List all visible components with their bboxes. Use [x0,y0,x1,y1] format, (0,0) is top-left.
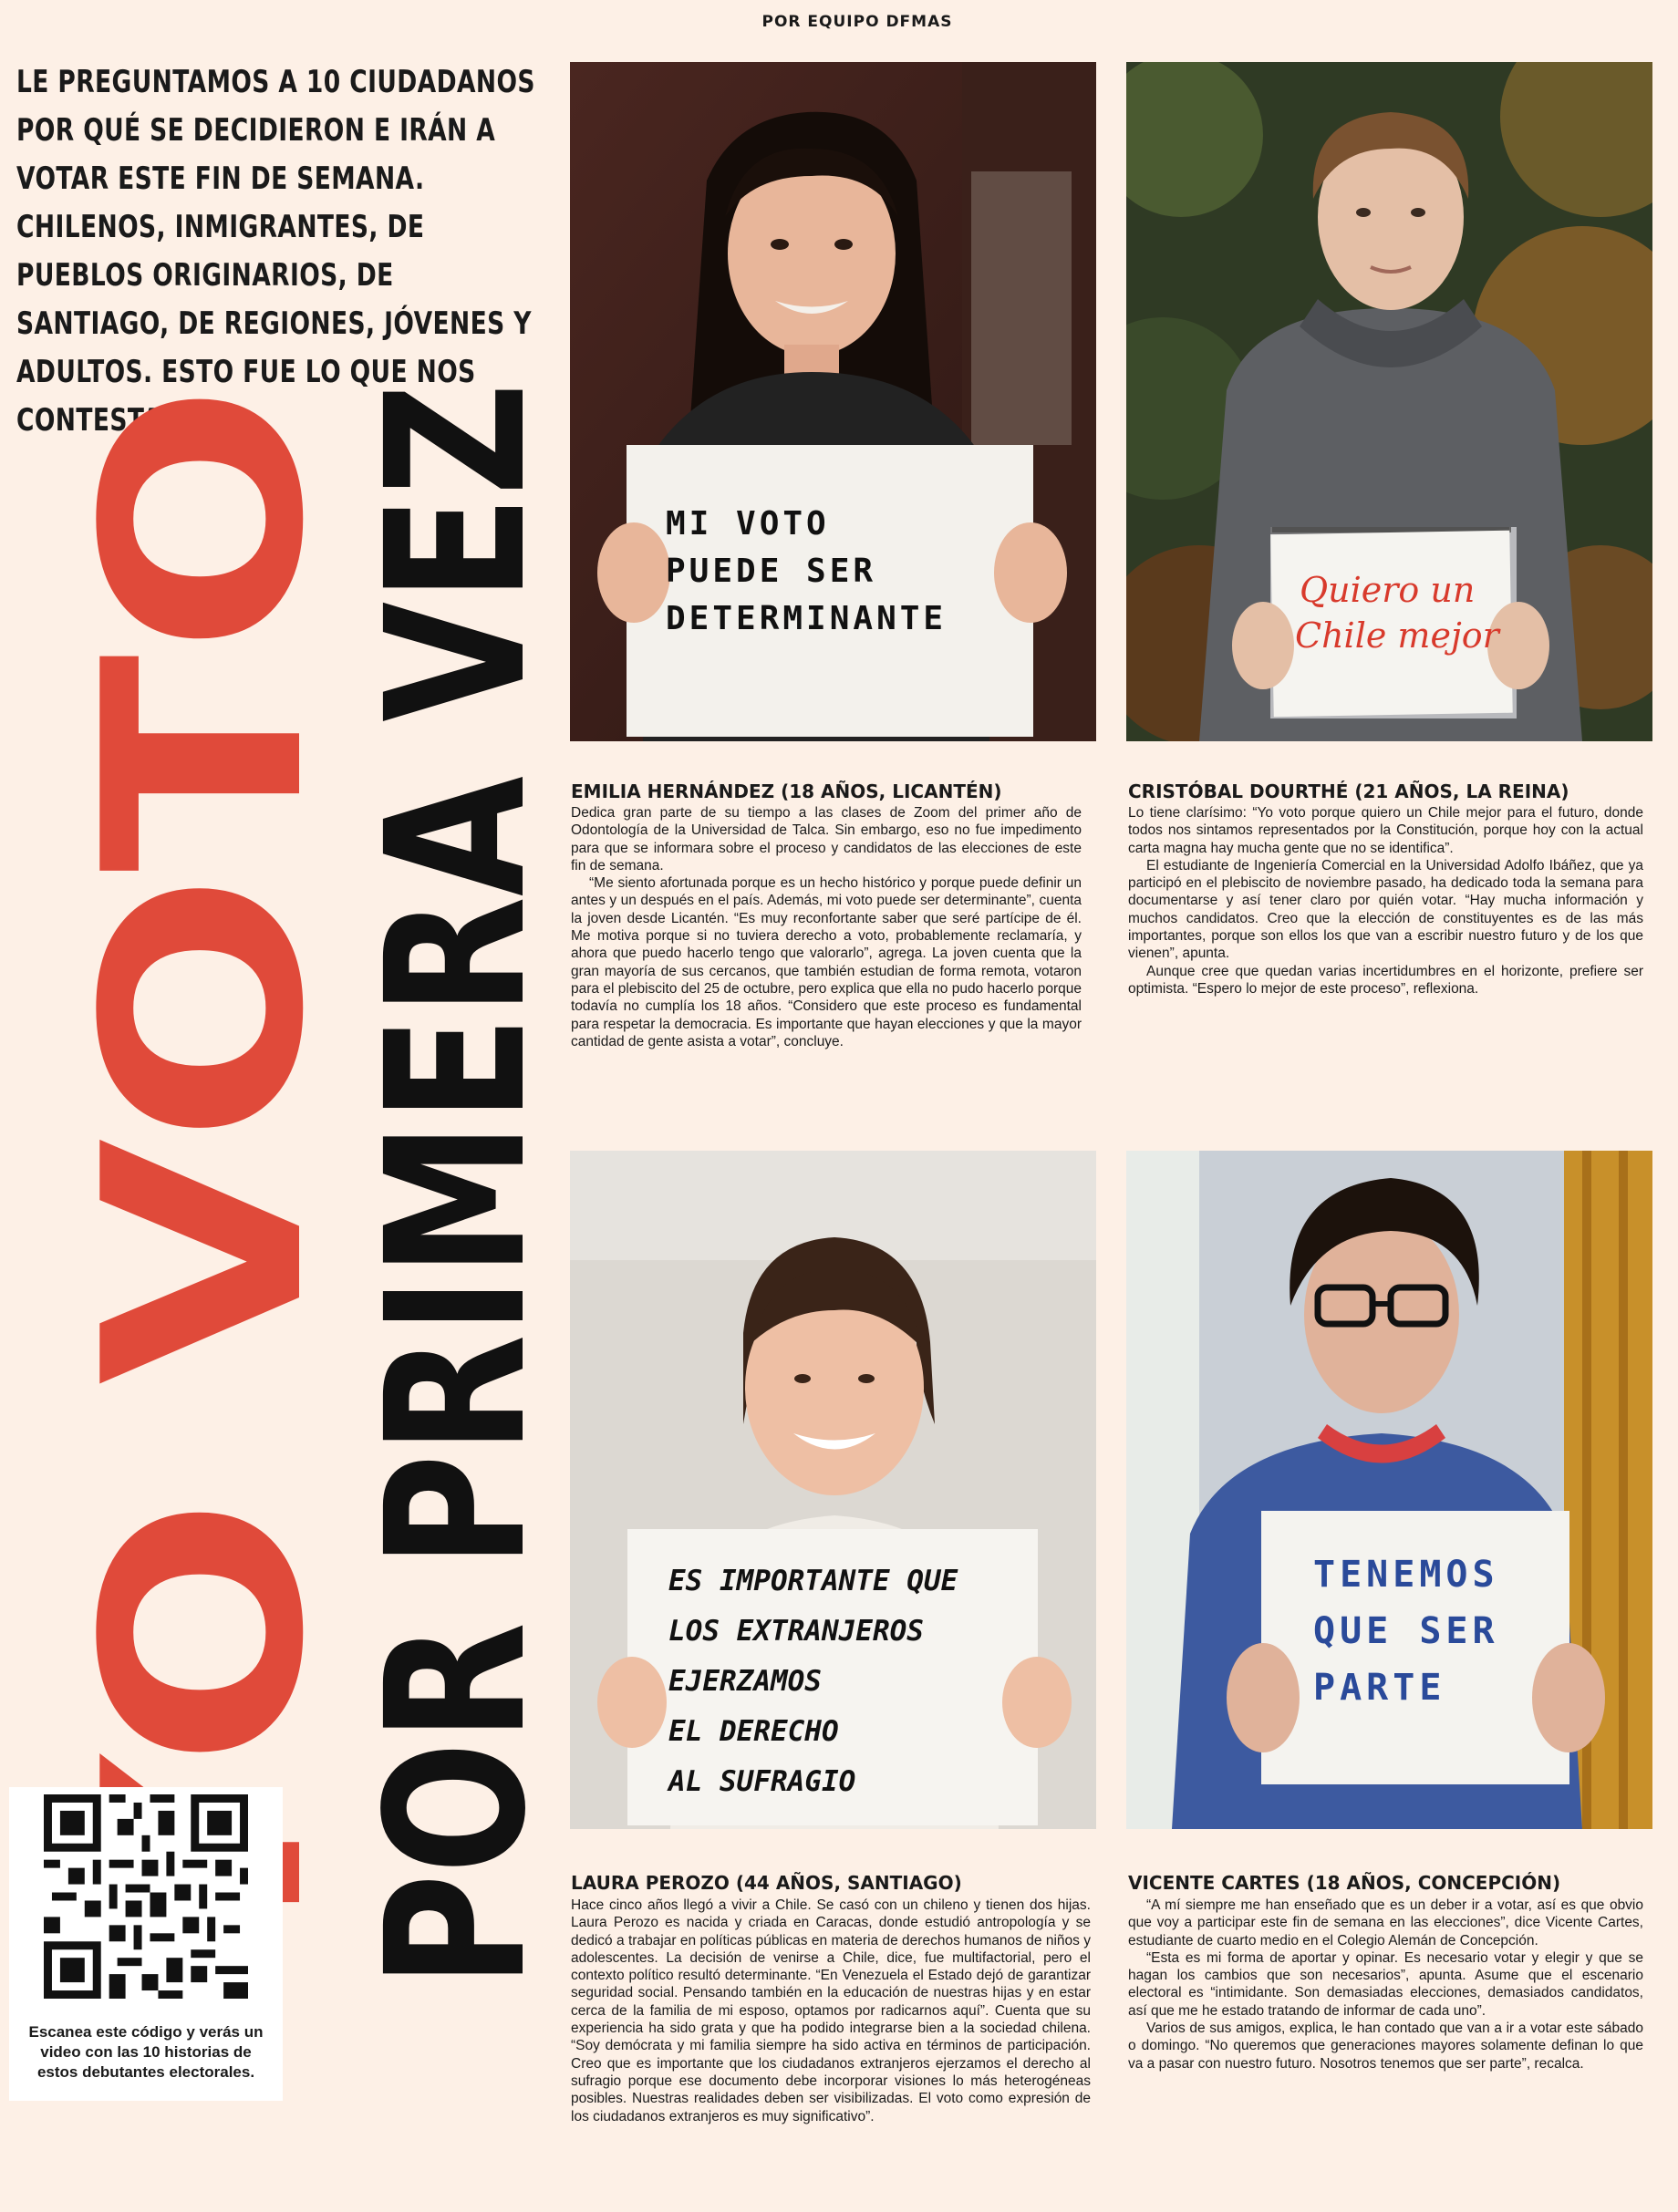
qr-box [9,1787,283,2101]
card-vicente-paragraph: “Esta es mi forma de aportar y opinar. Es necesario votar y elegir y que se hagan los cambios que son necesarios”, apunta. Asume que el escenario electoral es “intimidante. Son demasiadas elecciones, demasiados candidatos, así que me he estado tratando de informar de cada uno”. [1128,1949,1643,2019]
card-emilia-paragraph: “Me siento afortunada porque es un hecho histórico y porque puede definir un antes y un después en el país. Además, mi voto puede ser determinante”, cuenta la joven desde Licantén. “Es muy reconfortante saber que seré partícipe de él. Me motiva porque si no tuviera derecho a voto, probablemente reclamaría, y ahora que puedo hacerlo tengo que valorarlo”, agrega. La joven cuenta que la gran mayoría de sus cercanos, que también estudian de forma remota, votaron para el plebiscito del 25 de octubre, pero explica que ella no pudo hacerlo porque todavía no cumplía los 18 años. “Considero que este proceso es fundamental para respetar la democracia. Es importante que hayan elecciones y que la mayor cantidad de gente asista a votar”, concluye. [571,875,1082,1049]
sign-laura-line1: ES IMPORTANTE QUE [668,1565,958,1597]
sign-laura-line3: EJERZAMOS [668,1665,822,1698]
card-vicente-paragraph: Varios de sus amigos, explica, le han contado que van a ir a votar este sábado o domingo. “No queremos que generaciones mayores solamente definan lo que va a pasar con nuestro futuro. Nosotros tenemos que ser parte”, recalca. [1128,2021,1643,2072]
card-emilia-heading: EMILIA HERNÁNDEZ (18 AÑOS, LICANTÉN) [571,780,1002,802]
sign-laura-line2: LOS EXTRANJEROS [668,1615,924,1648]
vertical-title [26,365,536,2006]
sign-cristobal-line1: Quiero un [1300,570,1476,610]
sign-emilia-line1: MI VOTO [666,505,830,543]
intro-text: LE PREGUNTAMOS A 10 CIUDADANOS POR QUÉ SE DECIDIERON E IRÁN A VOTAR ESTE FIN DE SEMANA. CHILENOS, INMIGRANTES, DE PUEBLOS ORIGINARIOS, DE SANTIAGO, DE REGIONES, JÓVENES Y ADULTOS. ESTO FUE LO QUE NOS CONTESTARON. [16,64,535,439]
card-vicente-body [1128,1897,1643,2072]
card-cristobal-paragraph: Lo tiene clarísimo: “Yo voto porque quiero un Chile mejor para el futuro, donde todos nos sintamos representados por la Constitución, porque hoy con la actual carta magna hay mucha gente que no se identifica”. [1128,805,1643,856]
sign-cristobal-line2: Chile mejor [1295,615,1499,656]
card-laura-body [571,1897,1091,2125]
photo-laura [570,1151,1096,1829]
card-emilia-body [571,804,1082,1050]
card-vicente-heading: VICENTE CARTES (18 AÑOS, CONCEPCIÓN) [1128,1872,1561,1894]
qr-code-icon[interactable] [44,1794,248,1999]
title-line-black: POR PRIMERA [345,494,536,1988]
photo-vicente [1126,1151,1652,1829]
sign-vicente-line3: PARTE [1313,1667,1446,1709]
sign-vicente-line2: QUE SER [1313,1610,1499,1652]
byline: POR EQUIPO DFMAS [761,13,953,31]
sign-emilia-line3: DETERMINANTE [666,600,948,637]
sign-laura-line5: AL SUFRAGIO [668,1765,856,1798]
card-cristobal-body [1128,804,1643,997]
title-line-red: YO VOTO [46,613,364,1988]
card-cristobal-paragraph: Aunque cree que quedan varias incertidumbres en el horizonte, prefiere ser optimista. “Espero lo mejor de este proceso”, reflexiona. [1128,963,1643,997]
sign-laura-line4: EL DERECHO [668,1715,839,1748]
card-cristobal-paragraph: El estudiante de Ingeniería Comercial en la Universidad Adolfo Ibáñez, que ya participó en el plebiscito de noviembre pasado, ha dedicado toda la semana para documentarse y así tener claro por quién votar. “Hay mucha información y muchos candidatos. Creo que la elección de constituyentes es de las más importantes, porque son ellos los que van a escribir nuestro futuro y de los que vienen”, apunta. [1128,857,1643,962]
photo-emilia [570,62,1096,741]
photo-cristobal [1126,62,1652,741]
card-laura-heading: LAURA PEROZO (44 AÑOS, SANTIAGO) [571,1872,962,1894]
sign-vicente-line1: TENEMOS [1313,1554,1499,1596]
card-vicente-paragraph: “A mí siempre me han enseñado que es un deber ir a votar, así es que obvio que voy a participar este fin de semana en las elecciones”, dice Vicente Cartes, estudiante de cuarto medio en el Colegio Alemán de Concepción. [1128,1897,1643,1948]
qr-caption: Escanea este código y verás un video con las 10 historias de estos debutantes electorales. [28,2023,264,2081]
sign-emilia-line2: PUEDE SER [666,553,877,590]
card-cristobal-heading: CRISTÓBAL DOURTHÉ (21 AÑOS, LA REINA) [1128,780,1569,802]
card-laura-paragraph: Hace cinco años llegó a vivir a Chile. Se casó con un chileno y tienen dos hijas. Laura Perozo es nacida y criada en Caracas, donde estudió antropología y se dedicó a trabajar en políticas públicas en materia de derechos humanos de niños y adolescentes. La decisión de venirse a Chile, dice, fue multifactorial, pero el contexto político resultó determinante. “En Venezuela el Estado dejó de garantizar seguridad social. Pensando también en la educación de nuestras hijas y en estar cerca de la familia de mi esposo, optamos por radicarnos aquí”. Cuenta que su experiencia ha sido grata y que ha podido integrarse bien a la sociedad chilena. “Soy demócrata y mi familia siempre ha sido activa en términos de participación. Creo que es importante que los ciudadanos extranjeros ejerzamos el derecho al sufragio porque ese documento debe incorporar visiones lo más heterogéneas posibles. Nuestras realidades deben ser visibilizadas. El voto como expresión de los ciudadanos extranjeros es muy significativo”. [571,1897,1091,2124]
card-emilia-paragraph: Dedica gran parte de su tiempo a las clases de Zoom del primer año de Odontología de la Universidad de Talca. Sin embargo, eso no fue impedimento para que se informara sobre el proceso y candidatos de las elecciones de este fin de semana. [571,805,1082,873]
